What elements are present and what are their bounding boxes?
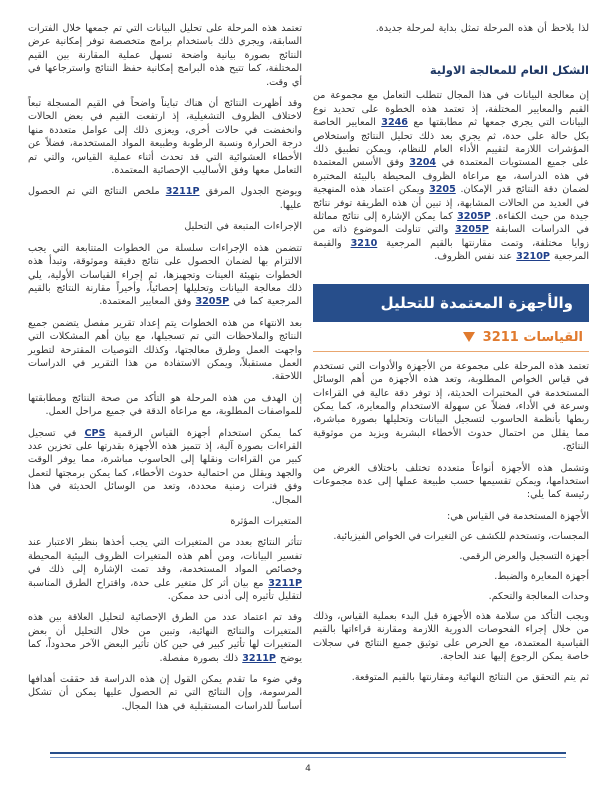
footer-rule-thin [50, 757, 566, 758]
reference-link[interactable]: 3204 [409, 157, 437, 169]
paragraph-text: إن معالجة البيانات في هذا المجال تتطلب التعامل مع مجموعة من القيم والمعايير المختلفة، إذ تعتمد هذه الخطوة على تحديد نوع البيانات التي يجري جمعها ثم مطابقتها مع [313, 90, 589, 129]
footer-rule [50, 752, 566, 754]
paragraph-text: عند نفس الظروف. [434, 251, 513, 263]
paragraph-text: وقد تم اعتماد عدد من الطرق الإحصائية لتحليل العلاقة بين هذه المتغيرات والنتائج النهائية، وتبين من خلال التحليل أن بعض المتغيرات لها تأثير كبير في حين كان تأثير البعض الآخر محدوداً، كما يوضح [28, 612, 302, 664]
paragraph [313, 89, 589, 263]
paragraph-text: مع بيان أثر كل متغير على حدة، واقتراح الطرق المناسبة لتقليل تأثيره إلى أدنى حد ممكن. [28, 577, 302, 603]
paragraph-text: كما يمكن استخدام أجهزة القياس الرقمية [113, 427, 302, 439]
reference-link[interactable]: 3205P [457, 211, 491, 223]
subtitle-text: القياسات 3211 [482, 329, 583, 345]
list-item: أجهزة المعايرة والضبط. [494, 570, 589, 582]
reference-link[interactable]: 3205 [429, 184, 456, 196]
subsection-subtitle [313, 330, 583, 345]
paragraph-text: في تسجيل القراءات بصورة آلية، إذ تتميز هذه الأجهزة بقدرتها على تخزين عدد كبير من القراءات ونقلها إلى الحاسوب مباشرة، مما يوفر الوقت والجهد ويقلل من احتمالية حدوث الأخطاء، كما يمكن برمجتها لتعمل وفق فترات زمنية محددة، وتعد من الوسائل الحديثة في هذا المجال. [28, 427, 302, 506]
paragraph: إن الهدف من هذه المرحلة هو التأكد من صحة النتائج ومطابقتها للمواصفات المطلوبة، مع مراعاة الدقة في جميع مراحل العمل. [28, 392, 302, 418]
paragraph: تعتمد هذه المرحلة على تحليل البيانات التي تم جمعها خلال الفترات السابقة، ويجري ذلك باستخدام برامج متخصصة توفر إمكانية عرض النتائج بصورة بيانية واضحة تسهل عملية المقارنة بين القيم المختلفة، كما تتيح هذه البرامج إمكانية حفظ النتائج واسترجاعها في أي وقت. [28, 23, 302, 88]
paragraph-text: وفق الأسس المعتمدة في هذه الدراسة، مع مراعاة الظروف المحيطة بالبيئة المختبرة لضمان دقة النتائج قدر الإمكان. [313, 157, 589, 196]
page-number: 4 [305, 764, 311, 774]
paragraph-text: ويمكن اعتماد هذه المنهجية في العديد من الحالات المشابهة، إذ تبين أن هذه الطريقة توفر نتائج جيدة من حيث الكفاءة. [313, 184, 589, 223]
right-column [313, 22, 589, 693]
paragraph-text: كما يمكن الإشارة إلى نتائج مماثلة في الدراسات السابقة [313, 211, 589, 236]
subheading: الإجراءات المتبعة في التحليل [184, 221, 302, 233]
paragraph [28, 536, 302, 603]
paragraph [28, 427, 302, 507]
section-heading: الشكل العام للمعالجة الاولية [429, 63, 589, 78]
paragraph: ويجب التأكد من سلامة هذه الأجهزة قبل البدء بعملية القياس، وذلك من خلال إجراء الفحوصات الدورية اللازمة ومقارنة قراءاتها بالقيم القياسية المعتمدة، مع الحرص على توثيق جميع النتائج في سجلات خاصة يمكن الرجوع إليها عند الحاجة. [313, 610, 589, 662]
reference-link[interactable]: 3205P [455, 224, 489, 236]
reference-link[interactable]: 3205P [195, 296, 230, 308]
paragraph: بعد الانتهاء من هذه الخطوات يتم إعداد تقرير مفصل يتضمن جميع النتائج والملاحظات التي تم تسجيلها، مع بيان أهم المشكلات التي واجهت العمل وطرق معالجتها، وكذلك التوصيات المقترحة لتطوير العمل مستقبلاً، ويمكن الاستفادة من هذا التقرير في الدراسات اللاحقة. [28, 317, 302, 383]
paragraph: ثم يتم التحقق من النتائج النهائية ومقارنتها بالقيم المتوقعة. [351, 672, 589, 684]
paragraph-text: تتأثر النتائج بعدد من المتغيرات التي يجب أخذها بنظر الاعتبار عند تفسير البيانات، ومن أهم هذه المتغيرات الظروف البيئية المحيطة وخصائص المواد المستخدمة، وقد تمت الإشارة إلى ذلك في [28, 537, 302, 576]
paragraph [28, 185, 302, 212]
left-column [28, 22, 302, 721]
subheading: المتغيرات المؤثرة [230, 516, 302, 527]
triangle-down-icon [463, 332, 475, 342]
paragraph-text: ويوضح الجدول المرفق [205, 186, 302, 198]
list-item: وحدات المعالجة والتحكم. [488, 590, 589, 602]
section-banner [313, 284, 589, 322]
paragraph-text: المعايير الخاصة بكل حالة على حدة، ثم يجري بعد ذلك تحليل النتائج واستخلاص المؤشرات اللازمة لتقييم الأداء العام للنظام، ويمكن تطبيق ذلك على جميع المستويات المعتمدة في [313, 117, 589, 169]
paragraph: تعتمد هذه المرحلة على مجموعة من الأجهزة والأدوات التي تستخدم في قياس الخواص المطلوبة، وتعد هذه الأجهزة من أهم الوسائل المستخدمة في المختبرات الحديثة، إذ توفر دقة عالية في القراءات وسرعة في الأداء، فضلاً عن سهولة الاستخدام والمعايرة، كما يمكن ربطها بأنظمة الحاسوب لتسجيل البيانات وتحليلها بصورة مباشرة، مما يقلل من احتمال حدوث الأخطاء البشرية ويزيد من موثوقية النتائج. [313, 360, 589, 453]
reference-link[interactable]: 3211P [242, 652, 276, 664]
list-intro: الأجهزة المستخدمة في القياس هي: [447, 510, 589, 522]
paragraph [28, 242, 302, 309]
paragraph-text: والقيمة المرجعية [313, 237, 589, 263]
banner-title: والأجهزة المعتمدة للتحليل [380, 293, 573, 312]
reference-link[interactable]: 3211P [165, 186, 200, 198]
reference-link[interactable]: 3210 [350, 237, 378, 249]
reference-link[interactable]: 3246 [381, 117, 408, 129]
list-item: أجهزة التسجيل والعرض الرقمي. [459, 550, 589, 562]
paragraph-text: وفق المعايير المعتمدة. [99, 296, 192, 308]
top-text: لذا يلاحظ أن هذه المرحلة تمثل بداية لمرحلة جديدة. [375, 23, 589, 34]
reference-link[interactable]: CPS [84, 427, 106, 439]
paragraph: وقد أظهرت النتائج أن هناك تبايناً واضحاً في القيم المسجلة تبعاً لاختلاف الظروف التشغيلية، إذ ارتفعت القيم في بعض الحالات وانخفضت في حالات أخرى، ويعزى ذلك إلى عوامل متعددة منها درجة الحرارة ونسبة الرطوبة وطبيعة المواد المستخدمة، فضلاً عن الأخطاء العشوائية التي قد تحدث أثناء عملية القياس، والتي تم التعامل معها وفق الأساليب الإحصائية المعتمدة. [28, 98, 302, 177]
reference-link[interactable]: 3211P [268, 577, 302, 589]
paragraph: وتشمل هذه الأجهزة أنواعاً متعددة تختلف باختلاف الغرض من استخدامها، ويمكن تقسيمها حسب طبيعة عملها إلى عدة مجموعات رئيسة كما يلي: [313, 462, 589, 501]
paragraph: وفي ضوء ما تقدم يمكن القول إن هذه الدراسة قد حققت أهدافها المرسومة، وإن النتائج التي تم الحصول عليها يمكن أن تشكل أساساً للدراسات المستقبلية في هذا المجال. [28, 674, 302, 712]
divider [313, 351, 589, 352]
reference-link[interactable]: 3210P [516, 251, 550, 263]
paragraph [28, 611, 302, 665]
list-item: المجسات، وتستخدم للكشف عن التغيرات في الخواص الفيزيائية. [333, 530, 589, 542]
paragraph-text: ذلك بصورة مفصلة. [159, 652, 239, 664]
paragraph-text: ملخص النتائج التي تم الحصول عليها. [28, 186, 302, 211]
paragraph-text: والتي تناولت الموضوع ذاته من زوايا مختلفة، وتمت مقارنتها بالقيم المرجعية [313, 224, 589, 249]
paragraph-text: تتضمن هذه الإجراءات سلسلة من الخطوات المتتابعة التي يجب الالتزام بها لضمان الحصول على نتائج دقيقة وموثوقة، وتبدأ هذه الخطوات بتهيئة العينات وتجهيزها، ثم إجراء القياسات الأولية، يلي ذلك معالجة البيانات وتحليلها إحصائياً، وأخيراً مقارنة النتائج بالقيم المرجعية كما في [28, 242, 302, 308]
